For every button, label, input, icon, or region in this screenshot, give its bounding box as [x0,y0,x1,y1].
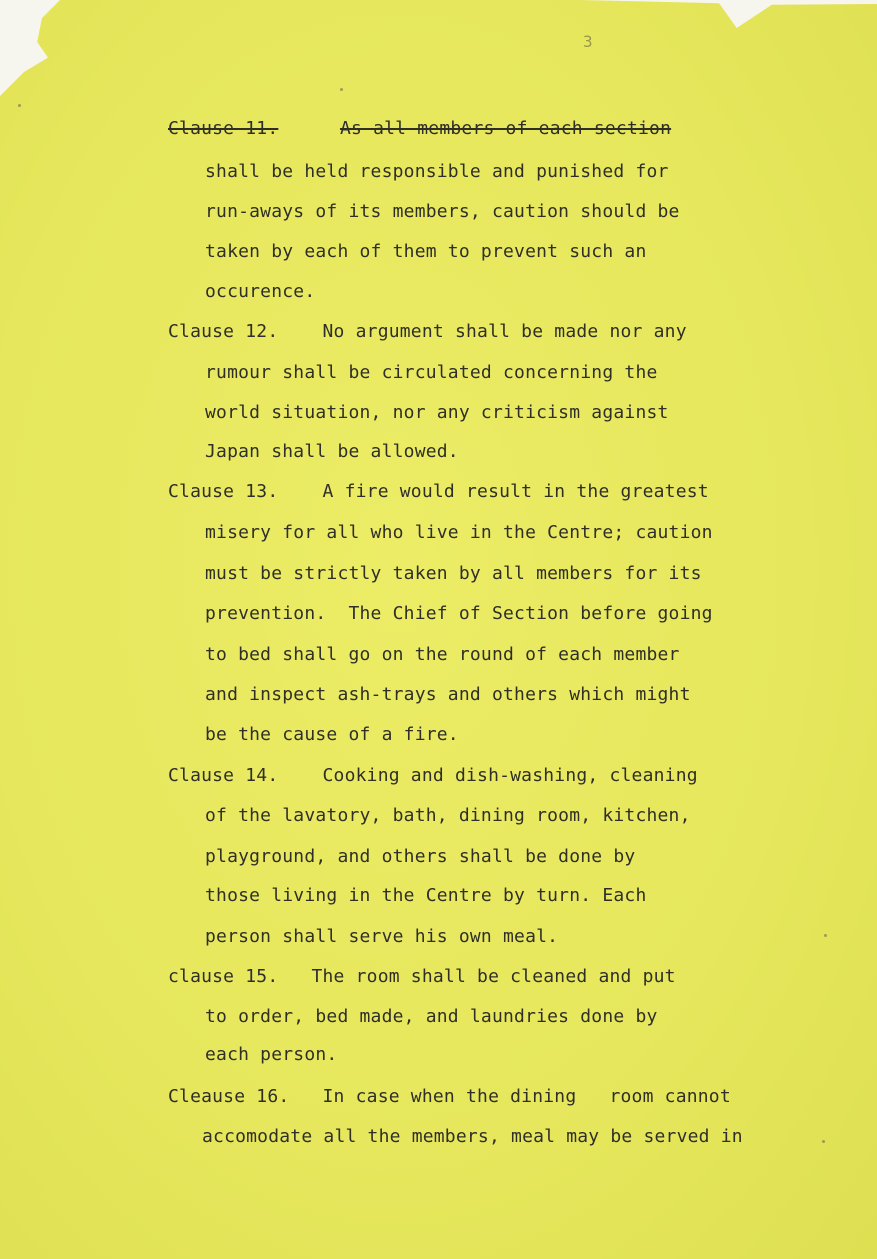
page-number: 3 [583,32,593,51]
clause-14-line: of the lavatory, bath, dining room, kitchen, [205,805,691,826]
clause-11-heading: Clause 11. [168,118,279,139]
clause-15-line: to order, bed made, and laundries done by [205,1006,658,1027]
clause-13-line: and inspect ash-trays and others which might [205,684,691,705]
clause-14-line: those living in the Centre by turn. Each [205,885,647,906]
ink-speck [824,934,827,937]
clause-16-line: accomodate all the members, meal may be served in [202,1126,743,1147]
clause-14-line: playground, and others shall be done by [205,846,636,867]
clause-12-heading-line: Clause 12. No argument shall be made nor any [168,321,687,342]
ink-speck [18,104,21,107]
clause-15-heading-line: clause 15. The room shall be cleaned and put [168,966,676,987]
clause-13-line: to bed shall go on the round of each member [205,644,680,665]
clause-15-line: each person. [205,1044,338,1065]
clause-12-line: Japan shall be allowed. [205,441,459,462]
clause-16-heading-line: Cleause 16. In case when the dining room cannot [168,1086,731,1107]
clause-14-heading-line: Clause 14. Cooking and dish-washing, cleaning [168,765,698,786]
clause-13-heading-line: Clause 13. A fire would result in the greatest [168,481,709,502]
clause-11-line: shall be held responsible and punished for [205,161,669,182]
clause-11-line: taken by each of them to prevent such an [205,241,647,262]
clause-13-line: prevention. The Chief of Section before going [205,603,713,624]
clause-13-line: misery for all who live in the Centre; caution [205,522,713,543]
clause-12-line: world situation, nor any criticism against [205,402,669,423]
clause-12-line: rumour shall be circulated concerning the [205,362,658,383]
clause-13-line: must be strictly taken by all members for its [205,563,702,584]
clause-11-line: run-aways of its members, caution should be [205,201,680,222]
clause-14-line: person shall serve his own meal. [205,926,559,947]
ink-speck [340,88,343,91]
clause-11-struck-text: As all members of each section [340,118,672,139]
ink-speck [822,1140,825,1143]
clause-13-line: be the cause of a fire. [205,724,459,745]
clause-11-line: occurence. [205,281,316,302]
